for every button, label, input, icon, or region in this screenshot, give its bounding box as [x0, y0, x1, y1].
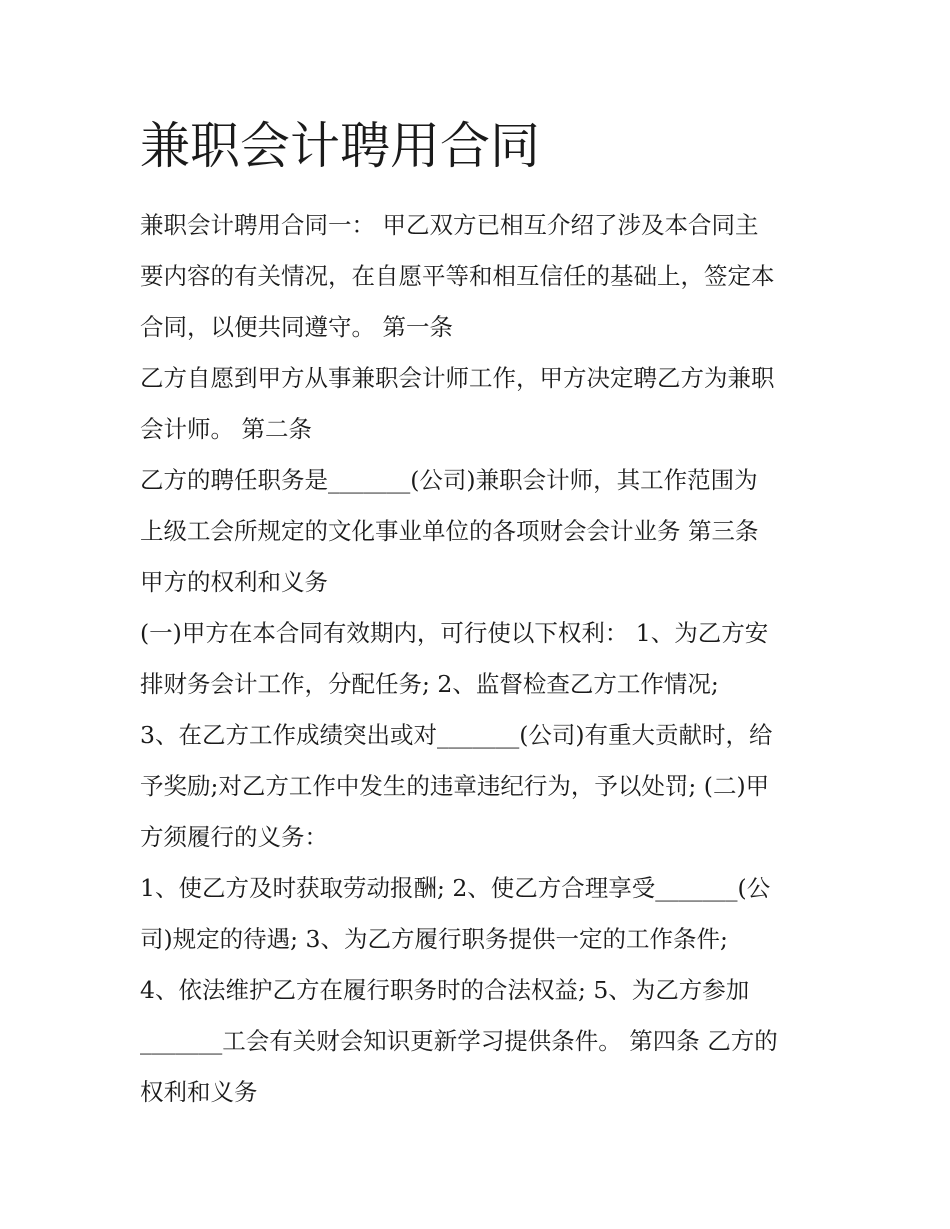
body-line: 要内容的有关情况，在自愿平等和相互信任的基础上，签定本 [140, 262, 775, 290]
document-title: 兼职会计聘用合同 [140, 117, 540, 175]
body-line: 乙方的聘任职务是_______(公司)兼职会计师，其工作范围为 [140, 466, 758, 494]
body-line: (一)甲方在本合同有效期内，可行使以下权利： 1、为乙方安 [140, 619, 769, 647]
body-line: 乙方自愿到甲方从事兼职会计师工作，甲方决定聘乙方为兼职 [140, 364, 775, 392]
body-line: 1、使乙方及时获取劳动报酬; 2、使乙方合理享受_______(公 [140, 874, 771, 902]
body-line: 兼职会计聘用合同一： 甲乙双方已相互介绍了涉及本合同主 [140, 211, 759, 239]
body-line: 权利和义务 [140, 1078, 258, 1106]
body-line: 4、依法维护乙方在履行职务时的合法权益; 5、为乙方参加 [140, 976, 750, 1004]
body-line: 予奖励;对乙方工作中发生的违章违纪行为，予以处罚; (二)甲 [140, 772, 770, 800]
body-line: 排财务会计工作，分配任务; 2、监督检查乙方工作情况; [140, 670, 719, 698]
body-line: _______工会有关财会知识更新学习提供条件。 第四条 乙方的 [140, 1027, 778, 1055]
body-line: 司)规定的待遇; 3、为乙方履行职务提供一定的工作条件; [140, 925, 728, 953]
document-body [140, 200, 820, 1118]
body-line: 会计师。 第二条 [140, 415, 312, 443]
body-line: 方须履行的义务： [140, 823, 328, 851]
body-line: 3、在乙方工作成绩突出或对_______(公司)有重大贡献时，给 [140, 721, 773, 749]
body-line: 合同，以便共同遵守。 第一条 [140, 313, 453, 341]
body-line: 甲方的权利和义务 [140, 568, 328, 596]
body-line: 上级工会所规定的文化事业单位的各项财会会计业务 第三条 [140, 517, 759, 545]
